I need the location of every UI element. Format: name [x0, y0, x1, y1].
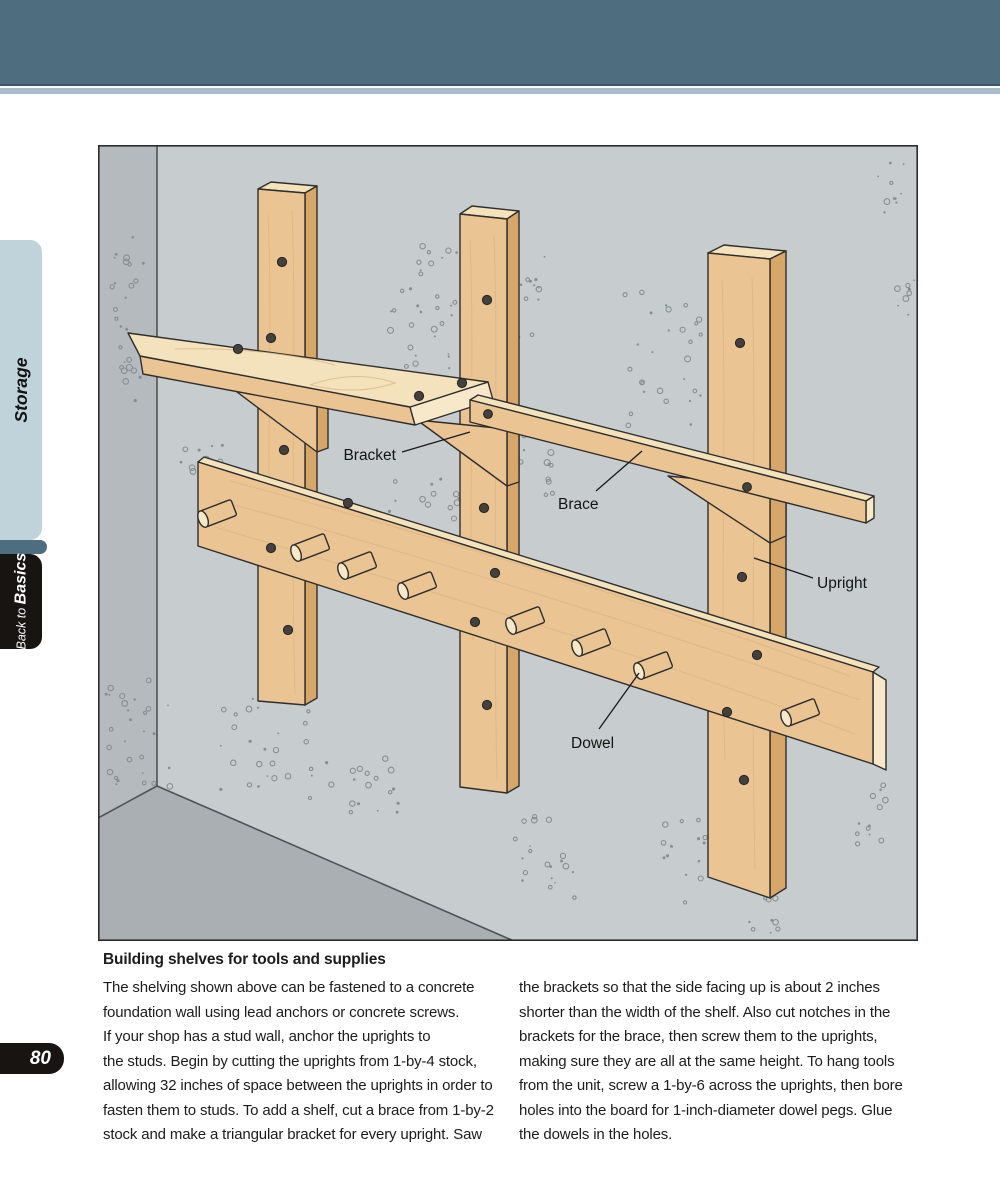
text-line: foundation wall using lead anchors or concrete screws. — [103, 1003, 460, 1021]
article-heading: Building shelves for tools and supplies — [103, 951, 386, 968]
tab-back-to-basics — [0, 554, 42, 649]
label-brace: Brace — [558, 496, 599, 513]
text-line: making sure they are all at the same height. To hang tools — [519, 1052, 895, 1070]
header-stripe — [0, 88, 1000, 94]
side-wall — [98, 145, 157, 818]
page-number-pill — [0, 1043, 64, 1074]
page-number: 80 — [29, 1048, 51, 1069]
text-line: the dowels in the holes. — [519, 1126, 673, 1143]
shelving-illustration — [98, 145, 918, 941]
text-line: allowing 32 inches of space between the uprights in order to — [103, 1077, 493, 1094]
text-line: the studs. Begin by cutting the uprights from 1-by-4 stock, — [103, 1052, 477, 1070]
text-line: shorter than the width of the shelf. Also cut notches in the — [519, 1003, 891, 1021]
text-line: brackets for the brace, then screw them to the uprights, — [519, 1028, 878, 1045]
illustration-canvas — [98, 145, 918, 941]
text-line: the brackets so that the side facing up is about 2 inches — [519, 979, 880, 996]
article-column-right — [519, 976, 903, 1148]
tab-back-to-basics-label: Back to Basics — [12, 552, 29, 649]
text-line: If your shop has a stud wall, anchor the uprights to — [103, 1028, 431, 1045]
text-line: The shelving shown above can be fastened to a concrete — [103, 979, 475, 996]
header-bar — [0, 0, 1000, 86]
label-bracket: Bracket — [343, 447, 396, 464]
label-upright: Upright — [817, 575, 867, 592]
text-line: fasten them to studs. To add a shelf, cut a brace from 1-by-2 — [103, 1101, 494, 1119]
text-line: stock and make a triangular bracket for every upright. Saw — [103, 1126, 482, 1143]
text-line: from the unit, screw a 1-by-6 across the uprights, then bore — [519, 1077, 903, 1094]
tab-storage — [0, 240, 42, 540]
upright-2 — [460, 206, 519, 793]
article-column-left — [103, 976, 494, 1148]
upright-3 — [708, 245, 786, 898]
text-line: holes into the board for 1-inch-diameter dowel pegs. Glue — [519, 1101, 893, 1119]
tab-storage-label: Storage — [11, 357, 31, 423]
label-dowel: Dowel — [571, 735, 615, 752]
